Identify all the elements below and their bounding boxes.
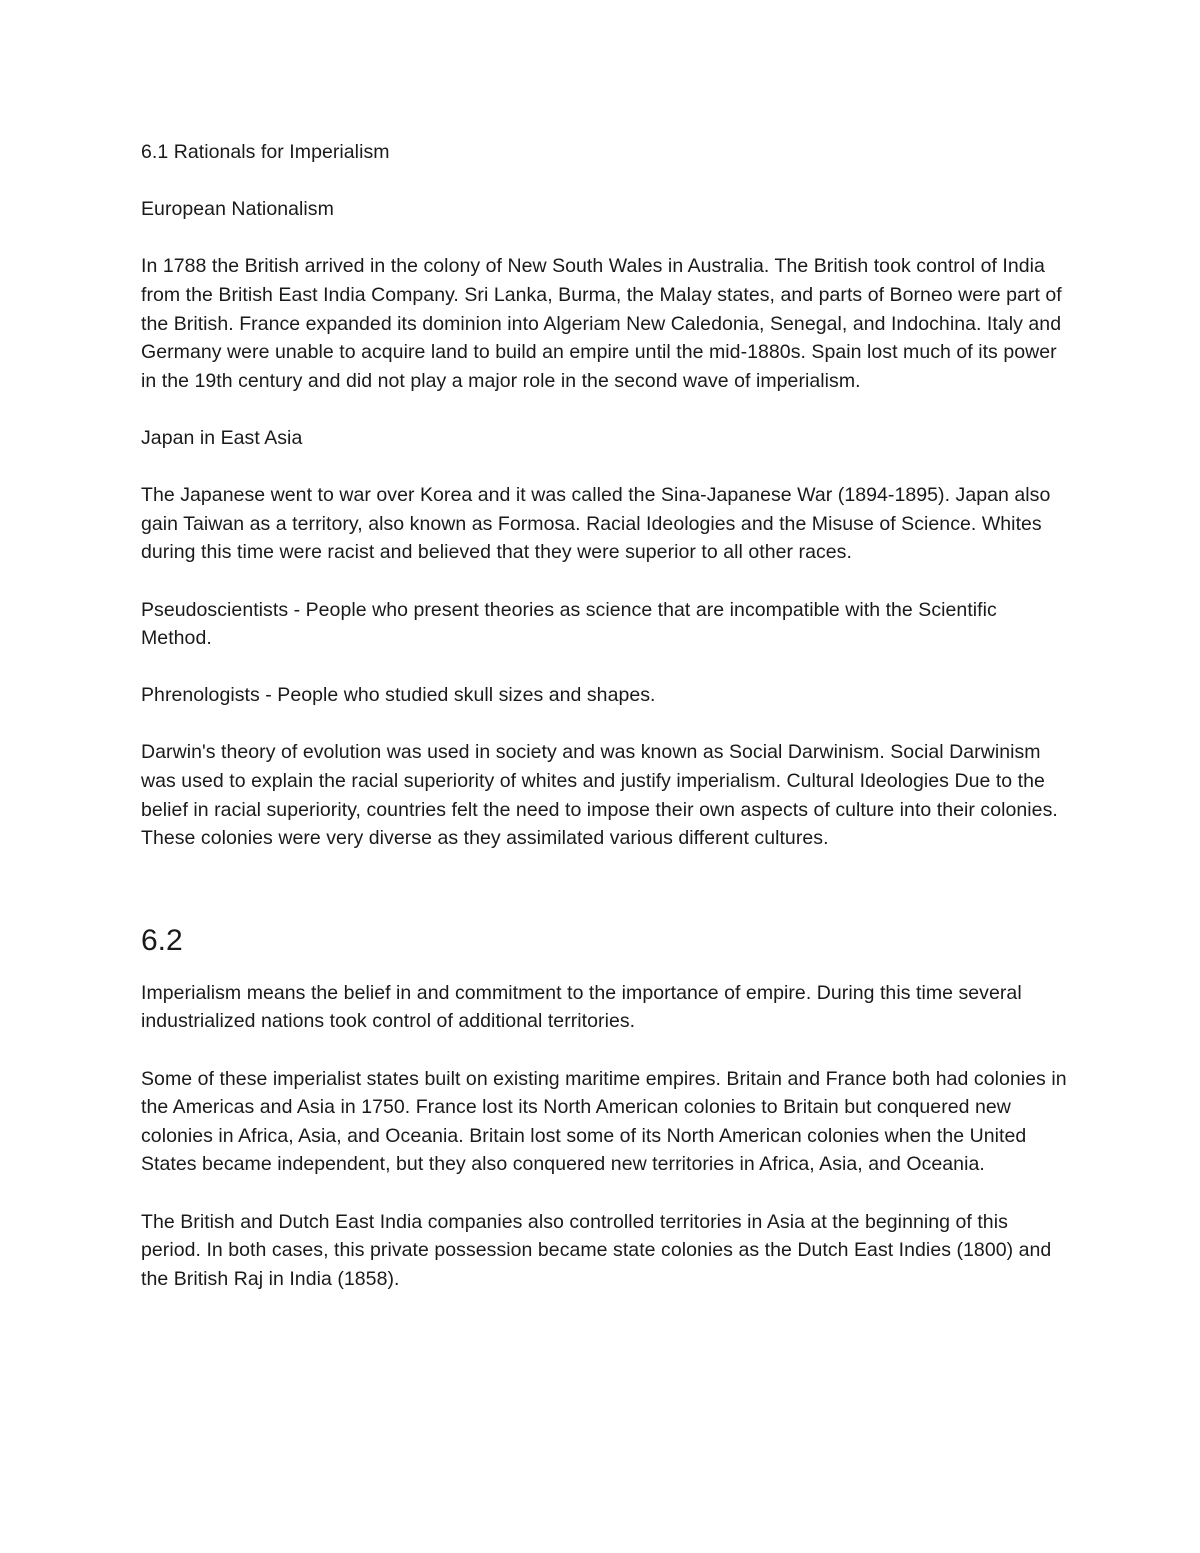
paragraph-social-darwinism: Darwin's theory of evolution was used in society and was known as Social Darwinism. Social Darwinism was used to explain the racial superiority of whites and justify imperialism. Cultural Ideologies Due to the belief in racial superiority, countries felt the need to impose their own aspects of culture into their colonies. These colonies were very diverse as they assimilated various different cultures. — [141, 741, 1058, 850]
paragraph-japan: The Japanese went to war over Korea and it was called the Sina-Japanese War (1894-1895). Japan also gain Taiwan as a territory, also known as Formosa. Racial Ideologies and the Misuse of Science. Whites during this time were racist and believed that they were superior to all other races. — [141, 484, 1051, 564]
paragraph-phrenologists: Phrenologists - People who studied skull sizes and shapes. — [141, 684, 656, 707]
paragraph-imperialism-definition: Imperialism means the belief in and commitment to the importance of empire. During this time several industrialized nations took control of additional territories. — [141, 981, 1022, 1033]
subtitle-japan-east-asia: Japan in East Asia — [141, 426, 303, 449]
paragraph-european-nationalism: In 1788 the British arrived in the colony of New South Wales in Australia. The British took control of India from the British East India Company. Sri Lanka, Burma, the Malay states, and parts of Borneo were part of the British. France expanded its dominion into Algeriam New Caledonia, Senegal, and Indochina. Italy and Germany were unable to acquire land to build an empire until the mid-1880s. Spain lost much of its power in the 19th century and did not play a major role in the second wave of imperialism. — [141, 255, 1062, 392]
section-title: 6.1 Rationals for Imperialism — [141, 141, 390, 163]
paragraph-pseudoscientists: Pseudoscientists - People who present theories as science that are incompatible with the Scientific Method. — [141, 598, 997, 650]
paragraph-maritime-empires: Some of these imperialist states built on existing maritime empires. Britain and France both had colonies in the Americas and Asia in 1750. France lost its North American colonies to Britain but conquered new colonies in Africa, Asia, and Oceania. Britain lost some of its North American colonies when the United States became independent, but they also conquered new territories in Africa, Asia, and Oceania. — [141, 1067, 1067, 1176]
paragraph-east-india-companies: The British and Dutch East India companies also controlled territories in Asia at the beginning of this period. In both cases, this private possession became state colonies as the Dutch East Indies (1800) and the British Raj in India (1858). — [141, 1210, 1052, 1290]
section-heading-6-2: 6.2 — [141, 923, 183, 957]
document-page — [141, 138, 1071, 1293]
subtitle-european-nationalism: European Nationalism — [141, 198, 334, 221]
